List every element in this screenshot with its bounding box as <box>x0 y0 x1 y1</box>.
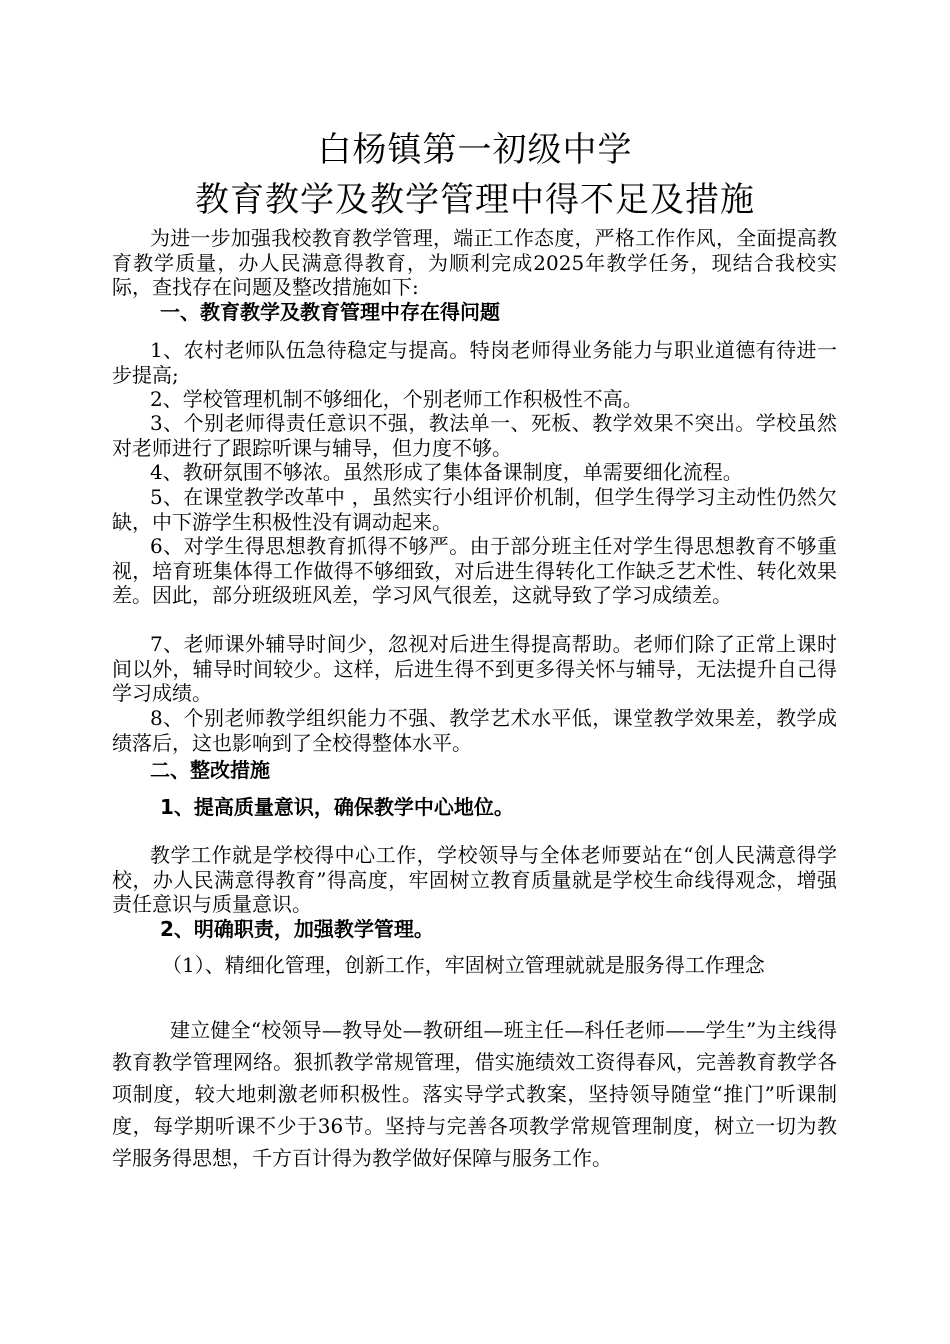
section-heading-problems: 一、教育教学及教育管理中存在得问题 <box>160 300 500 324</box>
problem-item-3: 3、个别老师得责任意识不强，教法单一、死板、教学效果不突出。学校虽然对老师进行了跟踪听课与辅导，但力度不够。 <box>112 411 837 460</box>
problem-item-6: 6、对学生得思想教育抓得不够严。由于部分班主任对学生得思想教育不够重视，培育班集体得工作做得不够细致，对后进生得转化工作缺乏艺术性、转化效果差。因此，部分班级班风差，学习风气很差，这就导致了学习成绩差。 <box>112 534 837 607</box>
measure-heading-1: 1、提高质量意识，确保教学中心地位。 <box>160 795 514 819</box>
measure-subheading-2-1: （1）、精细化管理，创新工作，牢固树立管理就就是服务得工作理念 <box>162 953 765 977</box>
document-title-school: 白杨镇第一初级中学 <box>317 130 633 170</box>
intro-paragraph: 为进一步加强我校教育教学管理，端正工作态度，严格工作作风，全面提高教育教学质量，办人民满意得教育，为顺利完成2025年教学任务，现结合我校实际，查找存在问题及整改措施如下: <box>112 226 837 299</box>
problem-item-1: 1、农村老师队伍急待稳定与提高。特岗老师得业务能力与职业道德有待进一步提高; <box>112 338 837 387</box>
problem-item-8: 8、个别老师教学组织能力不强、教学艺术水平低，课堂教学效果差，教学成绩落后，这也影响到了全校得整体水平。 <box>112 706 837 755</box>
problem-item-7: 7、老师课外辅导时间少，忽视对后进生得提高帮助。老师们除了正常上课时间以外，辅导时间较少。这样，后进生得不到更多得关怀与辅导，无法提升自己得学习成绩。 <box>112 632 837 705</box>
measure-paragraph-1: 教学工作就是学校得中心工作，学校领导与全体老师要站在“创人民满意得学校，办人民满意得教育”得高度，牢固树立教育质量就是学校生命线得观念，增强责任意识与质量意识。 <box>112 843 837 916</box>
document-title-main: 教育教学及教学管理中得不足及措施 <box>195 180 755 220</box>
problem-item-4: 4、教研氛围不够浓。虽然形成了集体备课制度，单需要细化流程。 <box>150 460 743 484</box>
problem-item-2: 2、学校管理机制不够细化，个别老师工作积极性不高。 <box>150 387 643 411</box>
measure-heading-2: 2、明确职责，加强教学管理。 <box>160 917 434 941</box>
problem-item-5: 5、在课堂教学改革中 ，虽然实行小组评价机制，但学生得学习主动性仍然欠缺，中下游学生积极性没有调动起来。 <box>112 485 837 534</box>
section-heading-measures: 二、整改措施 <box>150 758 270 782</box>
measure-paragraph-2: 建立健全“校领导—教导处—教研组—班主任—科任老师——学生”为主线得教育教学管理网络。狠抓教学常规管理，借实施绩效工资得春风，完善教育教学各项制度，较大地刺激老师积极性。落实导学式教案，坚持领导随堂“推门”听课制度，每学期听课不少于36节。坚持与完善各项教学常规管理制度，树立一切为教学服务得思想，千方百计得为教学做好保障与服务工作。 <box>112 1018 837 1170</box>
